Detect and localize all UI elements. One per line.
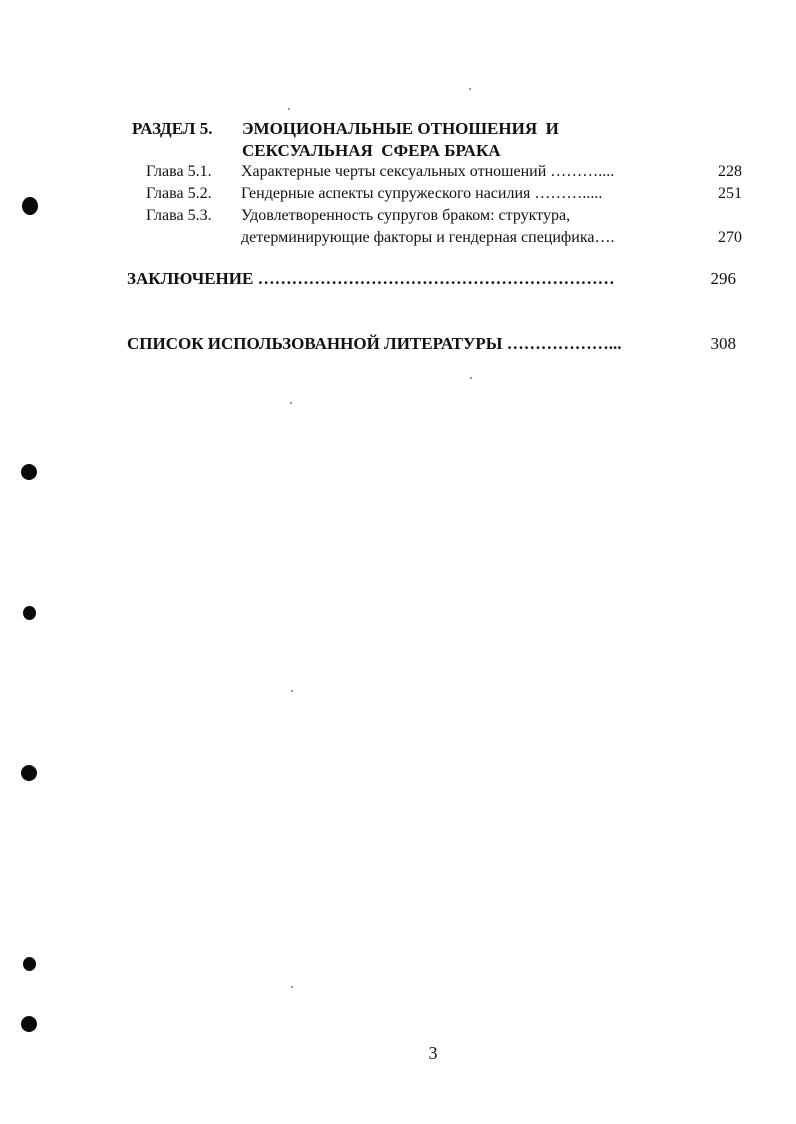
scan-speck: [290, 402, 292, 404]
chapter-title: [241, 205, 681, 249]
chapter-page-number: 270: [718, 229, 742, 246]
chapter-title: Гендерные аспекты супружеского насилия ……….....: [241, 185, 603, 202]
punch-hole-mark: [23, 957, 36, 971]
punch-hole-mark: [22, 197, 38, 215]
section-title-line-1: ЭМОЦИОНАЛЬНЫЕ ОТНОШЕНИЯ И: [242, 119, 559, 138]
references-page-number: 308: [710, 334, 736, 353]
conclusion-title: ЗАКЛЮЧЕНИЕ ………………………………………………………: [127, 269, 615, 288]
scan-speck: [291, 690, 293, 692]
punch-hole-mark: [23, 606, 36, 620]
punch-hole-mark: [21, 765, 37, 781]
toc-entry-conclusion[interactable]: [127, 268, 736, 290]
chapter-title: Характерные черты сексуальных отношений ………....: [241, 163, 615, 180]
chapter-title-line-2: детерминирующие факторы и гендерная специфика….: [241, 229, 615, 246]
scan-speck: [291, 986, 293, 988]
page-number: 3: [428, 1043, 438, 1063]
toc-entry-references[interactable]: [127, 333, 736, 355]
chapter-page-number: 228: [718, 163, 742, 180]
chapter-label: Глава 5.3.: [146, 207, 212, 224]
scan-speck: [470, 377, 472, 379]
section-title: [242, 118, 662, 162]
chapter-label: Глава 5.2.: [146, 185, 212, 202]
punch-hole-mark: [21, 1016, 37, 1032]
punch-hole-mark: [21, 464, 37, 480]
toc-entry-chapter-5-3[interactable]: [146, 205, 742, 249]
chapter-label: Глава 5.1.: [146, 163, 212, 180]
chapter-title-line-1: Удовлетворенность супругов браком: структура,: [241, 207, 571, 224]
conclusion-page-number: 296: [710, 269, 736, 288]
section-title-line-2: СЕКСУАЛЬНАЯ СФЕРА БРАКА: [242, 141, 501, 160]
references-title: СПИСОК ИСПОЛЬЗОВАННОЙ ЛИТЕРАТУРЫ ………………...: [127, 334, 622, 353]
scan-speck: [469, 88, 471, 90]
section-number: РАЗДЕЛ 5.: [132, 119, 213, 138]
scan-speck: [288, 108, 290, 110]
chapter-page-number: 251: [718, 185, 742, 202]
